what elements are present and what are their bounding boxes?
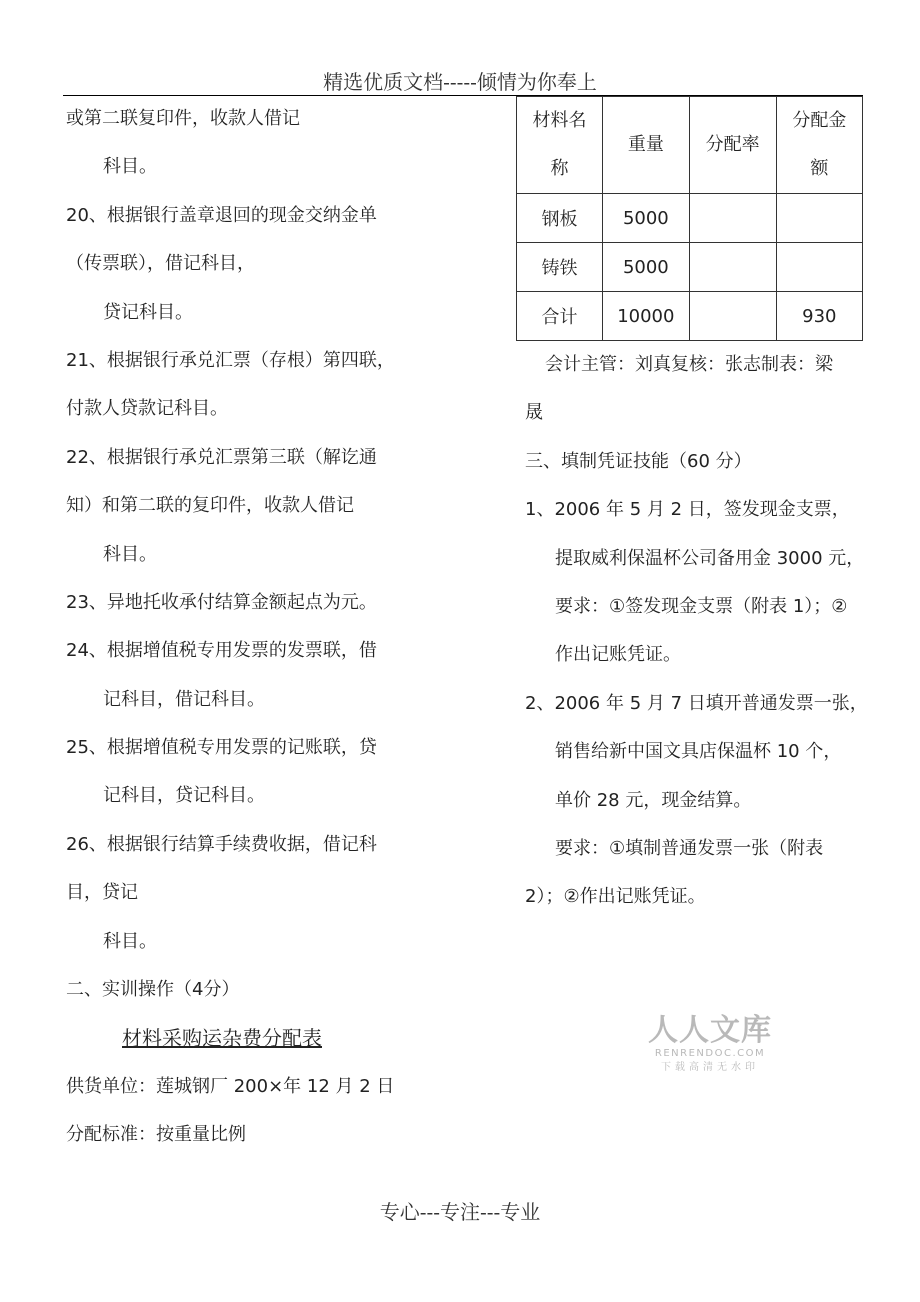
- table-row: [517, 194, 863, 243]
- question-line: 20、根据银行盖章退回的现金交纳金单: [66, 204, 377, 226]
- header-text: 称: [550, 158, 569, 179]
- table-cell: 铸铁: [517, 243, 603, 292]
- table-cell: [776, 243, 862, 292]
- table-total-row: [517, 292, 863, 341]
- question-line: 22、根据银行承兑汇票第三联（解讫通: [66, 446, 377, 468]
- section-heading: 三、填制凭证技能（60 分）: [525, 450, 752, 472]
- section-heading: 二、实训操作（4分）: [66, 979, 240, 1001]
- question-line: 25、根据增值税专用发票的记账联，贷: [66, 737, 377, 759]
- question-line: 知）和第二联的复印件，收款人借记: [66, 495, 354, 517]
- left-column: [66, 104, 486, 1169]
- task-line: 作出记账凭证。: [555, 644, 681, 666]
- table-header-cell: [776, 97, 862, 194]
- table-cell: 钢板: [517, 194, 603, 243]
- header-text: 材料名: [532, 110, 587, 131]
- table-cell: 5000: [603, 243, 690, 292]
- table-cell: 930: [776, 292, 862, 341]
- table-header-row: [517, 97, 863, 194]
- page-footer: 专心---专注---专业: [379, 1200, 541, 1224]
- question-line: 记科目，借记科目。: [103, 688, 265, 710]
- signature-line: 会计主管：刘真复核：张志制表：梁: [545, 354, 833, 375]
- table-cell: 5000: [603, 194, 690, 243]
- table-cell: [689, 292, 776, 341]
- table-cell: 合计: [517, 292, 603, 341]
- task-line: 2、2006 年 5 月 7 日填开普通发票一张，: [525, 692, 868, 714]
- allocation-standard: 分配标准：按重量比例: [66, 1124, 246, 1146]
- supplier-info: 供货单位：莲城钢厂 200×年 12 月 2 日: [66, 1075, 395, 1097]
- header-text: 额: [810, 158, 829, 179]
- table-cell: [776, 194, 862, 243]
- question-line: 科目。: [103, 156, 157, 178]
- table-title: 材料采购运杂费分配表: [122, 1026, 322, 1051]
- question-line: 21、根据银行承兑汇票（存根）第四联，: [66, 349, 395, 371]
- question-line: 贷记科目。: [103, 301, 193, 323]
- question-line: 24、根据增值税专用发票的发票联，借: [66, 640, 377, 662]
- question-line: 23、异地托收承付结算金额起点为元。: [66, 591, 377, 613]
- table-cell: [689, 194, 776, 243]
- signature-line: 晟: [525, 402, 543, 424]
- header-text: 重量: [627, 134, 664, 155]
- right-column: [525, 350, 875, 931]
- table-header-cell: [517, 97, 603, 194]
- task-line: 提取威利保温杯公司备用金 3000 元，: [555, 547, 865, 569]
- question-line: （传票联），借记科目，: [66, 253, 255, 275]
- table-header-cell: [603, 97, 690, 194]
- task-line: 1、2006 年 5 月 2 日，签发现金支票，: [525, 499, 850, 521]
- table-cell: 10000: [603, 292, 690, 341]
- task-line: 2）；②作出记账凭证。: [525, 886, 706, 908]
- table-row: [517, 243, 863, 292]
- allocation-table: [516, 96, 863, 341]
- question-line: 目，贷记: [66, 882, 138, 904]
- question-line: 科目。: [103, 930, 157, 952]
- question-line: 或第二联复印件，收款人借记: [66, 108, 300, 129]
- question-line: 付款人贷款记科目。: [66, 398, 228, 420]
- table-header-cell: [689, 97, 776, 194]
- task-line: 单价 28 元，现金结算。: [555, 789, 752, 811]
- question-line: 记科目，贷记科目。: [103, 785, 265, 807]
- watermark-site: RENRENDOC.COM: [654, 1048, 766, 1059]
- page-header: 精选优质文档-----倾情为你奉上: [323, 70, 597, 94]
- question-line: 26、根据银行结算手续费收据，借记科: [66, 833, 377, 855]
- task-line: 要求：①签发现金支票（附表 1）；②: [555, 595, 848, 617]
- watermark-tagline: 下载高清无水印: [661, 1062, 759, 1073]
- watermark-title: 人人文库: [648, 1013, 772, 1048]
- question-line: 科目。: [103, 543, 157, 565]
- task-line: 要求：①填制普通发票一张（附表: [555, 837, 824, 859]
- header-text: 分配率: [705, 134, 760, 155]
- watermark-logo: [645, 1015, 775, 1075]
- task-line: 销售给新中国文具店保温杯 10 个，: [555, 741, 842, 763]
- header-text: 分配金: [792, 110, 847, 131]
- table-cell: [689, 243, 776, 292]
